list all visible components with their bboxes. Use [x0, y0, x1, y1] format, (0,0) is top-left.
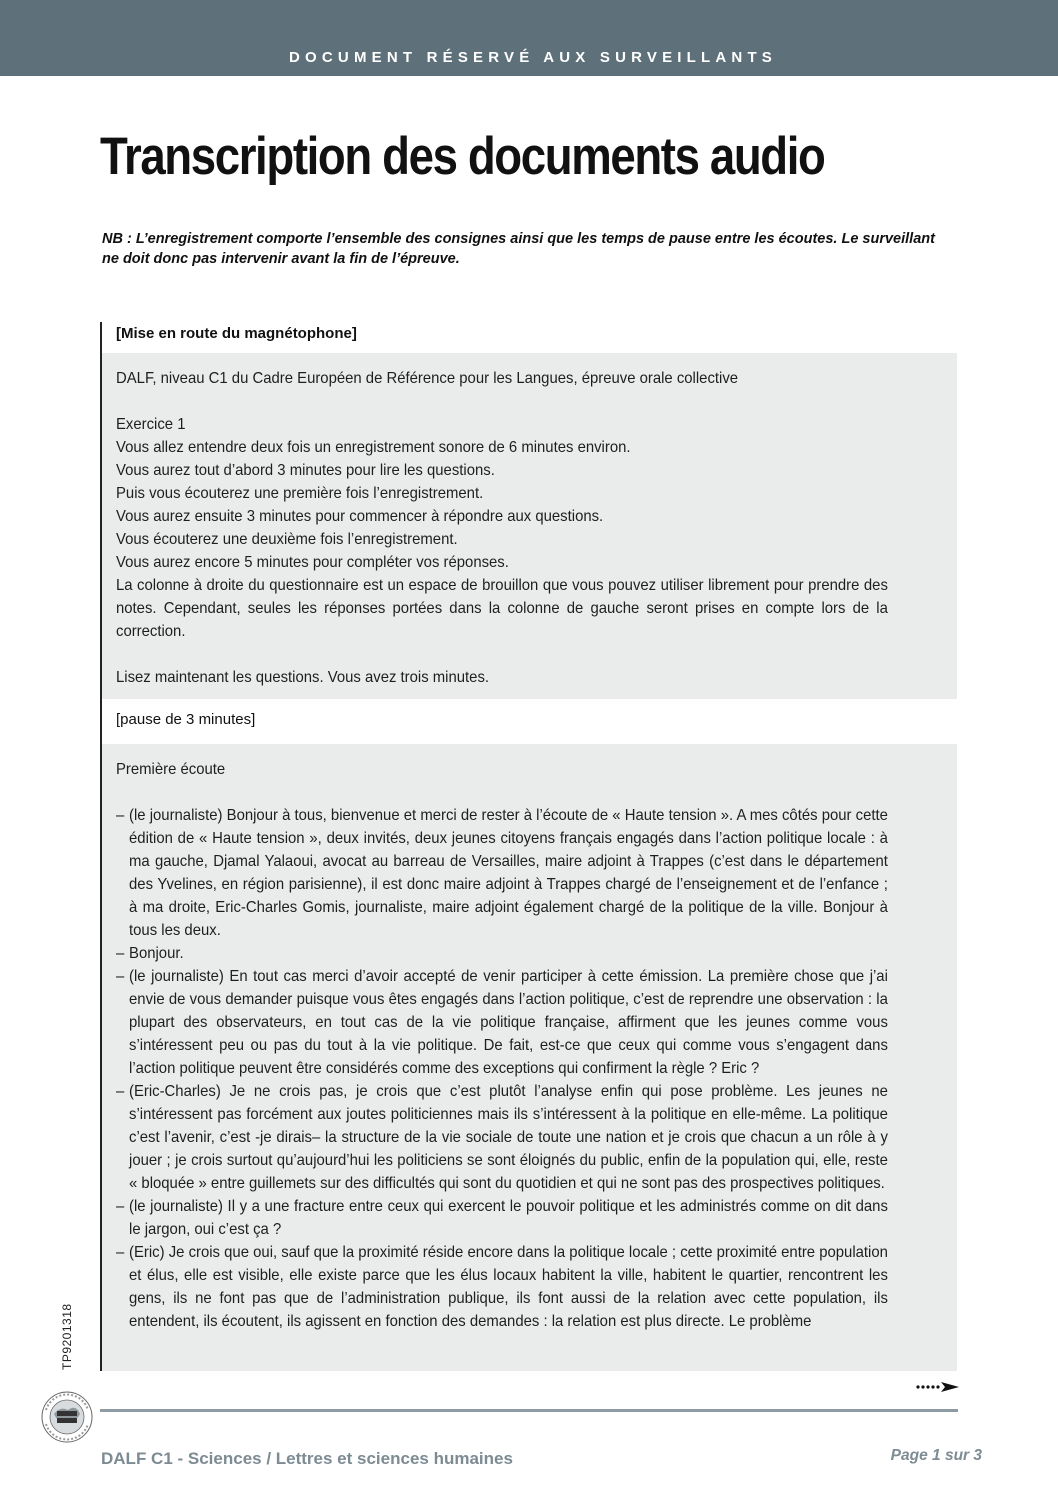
instruction-line: Vous allez entendre deux fois un enregistrement sonore de 6 minutes environ.: [116, 439, 631, 456]
closing-instruction: Lisez maintenant les questions. Vous avez trois minutes.: [116, 669, 490, 686]
dialogue-turn: [116, 942, 888, 965]
intro-heading: DALF, niveau C1 du Cadre Européen de Référence pour les Langues, épreuve orale collective: [116, 370, 739, 387]
reserved-banner: DOCUMENT RÉSERVÉ AUX SURVEILLANTS: [288, 49, 778, 66]
dash-marker: –: [116, 968, 125, 985]
dialogue-text: (Eric-Charles) Je ne crois pas, je crois que c’est plutôt l’analyse enfin qui pose problème. Les jeunes ne s’intéressent pas forcément aux joutes politiciennes mais ils s’intéressent à la politique en elle-même. La politique c’est l’avenir, c’est -je dirais– la structure de la vie sociale de toute une nation et je crois que chacun a un rôle à y jouer ; je crois surtout qu’aujourd’hui les politiciens se sont éloignés du public, enfin de la population qui, elle, reste « bloquée » entre guillemets sur des difficultés qui sont du quotidien et qui ne sont pas des prospectives politiques.: [129, 1083, 888, 1192]
instruction-line: Vous aurez encore 5 minutes pour compléter vos réponses.: [116, 554, 509, 571]
dialogue-list: [116, 804, 888, 1333]
page-title: Transcription des documents audio: [100, 127, 825, 186]
dialogue-text: (le journaliste) En tout cas merci d’avoir accepté de venir participer à cette émission. La première chose que j’ai envie de vous demander puisque vous êtes engagés dans l’action politique, c’est de reprendre une observation : la plupart des observateurs, en tout cas de la vie politique française, affirment que les jeunes comme vous s’intéressent peu ou pas du tout à la vie politique. De fait, est-ce que ceux qui comme vous s’engagent dans l’action politique peuvent être considérés comme des exceptions qui confirment la règle ? Eric ?: [129, 968, 888, 1077]
dialogue-text: Bonjour.: [129, 945, 184, 962]
listening-heading: Première écoute: [116, 761, 226, 778]
dialogue-text: (le journaliste) Bonjour à tous, bienvenue et merci de rester à l’écoute de « Haute tension ». A mes côtés pour cette édition de « Haute tension », deux invités, deux jeunes citoyens français engagés dans l’action politique locale : à ma gauche, Djamal Yalaoui, avocat au barreau de Versailles, maire adjoint à Trappes (c’est dans le département des Yvelines, en région parisienne), il est donc maire adjoint à Trappes chargé de l’enseignement et de l’enfance ; à ma droite, Eric-Charles Gomis, journaliste, maire adjoint également chargé de la politique de la ville. Bonjour à tous les deux.: [129, 807, 888, 939]
listening-box: [102, 744, 957, 1371]
dialogue-text: (le journaliste) Il y a une fracture entre ceux qui exercent le pouvoir politique et les administrés comme on dit dans le jargon, oui c’est ça ?: [129, 1198, 888, 1238]
instruction-line: Puis vous écouterez une première fois l’enregistrement.: [116, 485, 484, 502]
page-number: Page 1 sur 3: [890, 1447, 982, 1464]
continue-arrow-icon: [916, 1380, 960, 1394]
dialogue-turn: [116, 965, 888, 1080]
dash-marker: –: [116, 1244, 125, 1261]
dialogue-turn: [116, 1080, 888, 1195]
instruction-line: Vous écouterez une deuxième fois l’enregistrement.: [116, 531, 458, 548]
pause-label: [pause de 3 minutes]: [116, 711, 256, 728]
header-band: [0, 0, 1058, 76]
nb-note: NB : L’enregistrement comporte l’ensemble des consignes ainsi que les temps de pause entre les écoutes. Le surveillant ne doit donc pas intervenir avant la fin de l’épreuve.: [102, 231, 935, 267]
dash-marker: –: [116, 807, 125, 824]
dash-marker: –: [116, 1083, 125, 1100]
delf-dalf-logo-icon: [38, 1388, 96, 1446]
dialogue-turn: [116, 1241, 888, 1333]
dash-marker: –: [116, 945, 125, 962]
instruction-line: Vous aurez tout d’abord 3 minutes pour lire les questions.: [116, 462, 495, 479]
dialogue-turn: [116, 1195, 888, 1241]
footer-title: DALF C1 - Sciences / Lettres et sciences humaines: [101, 1449, 513, 1468]
dialogue-text: (Eric) Je crois que oui, sauf que la proximité réside encore dans la politique locale ; cette proximité entre population et élus, elle est visible, elle existe parce que les élus locaux habitent la ville, habitent le quartier, rencontrent les gens, ils ne font pas que de l’administration publique, ils font aussi de la relation avec cette population, ils entendent, ils écoutent, ils agissent en fonction des demandes : la relation est plus directe. Le problème: [129, 1244, 888, 1330]
exercise-label: Exercice 1: [116, 416, 186, 433]
instruction-line: Vous aurez ensuite 3 minutes pour commencer à répondre aux questions.: [116, 508, 604, 525]
intro-box: [102, 353, 957, 699]
dialogue-turn: [116, 804, 888, 942]
document-code: TP9201318: [60, 1303, 74, 1370]
dash-marker: –: [116, 1198, 125, 1215]
footer-rule: [100, 1409, 958, 1412]
section-label: [Mise en route du magnétophone]: [116, 325, 357, 342]
instruction-paragraph: La colonne à droite du questionnaire est un espace de brouillon que vous pouvez utiliser librement pour prendre des notes. Cependant, seules les réponses portées dans la colonne de gauche seront prises en compte lors de la correction.: [116, 577, 888, 640]
